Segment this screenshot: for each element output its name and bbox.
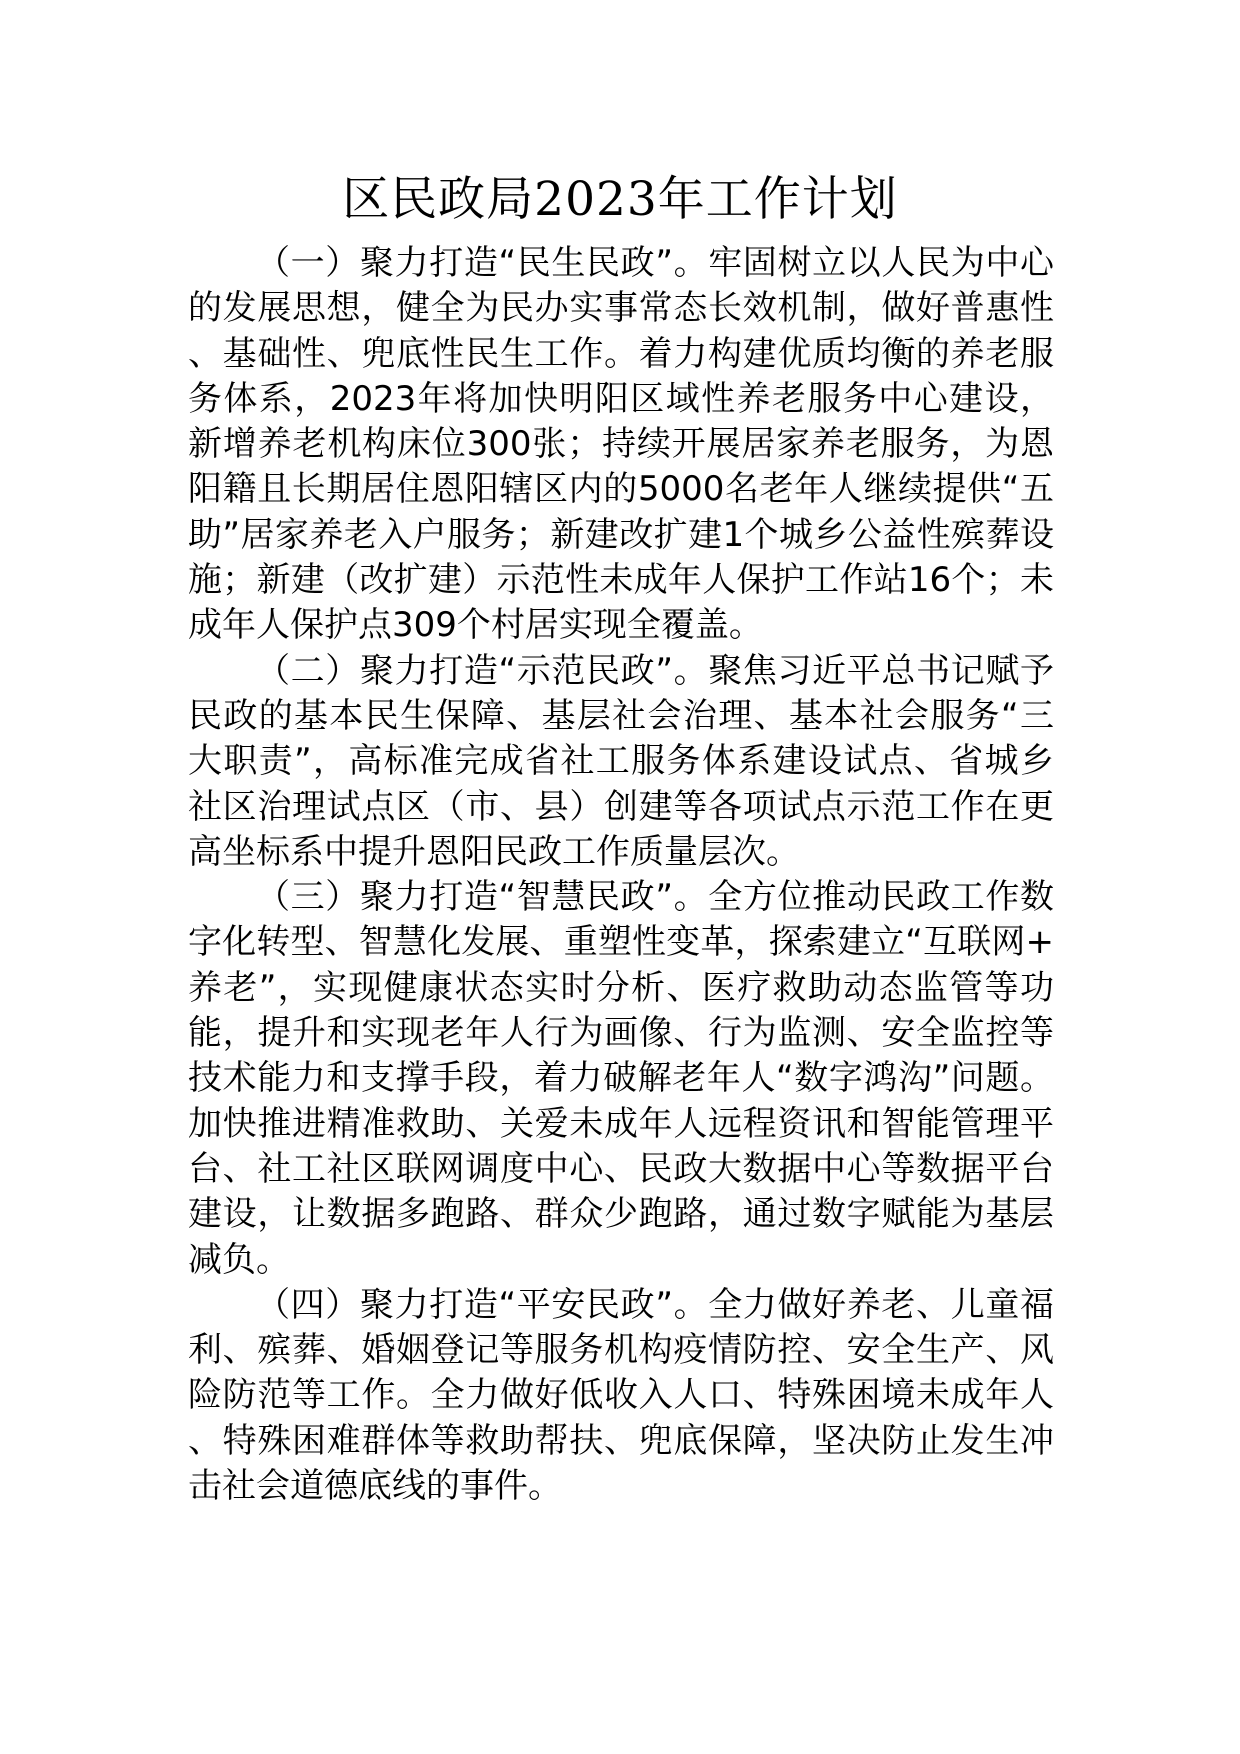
document-title: 区民政局2023年工作计划	[342, 172, 898, 227]
paragraph-pingan: （四）聚力打造“平安民政”。全力做好养老、儿童福利、殡葬、婚姻登记等服务机构疫情防控、安全生产、风险防范等工作。全力做好低收入人口、特殊困境未成年人、特殊困难群体等救助帮扶、兜底保障，坚决防止发生冲击社会道德底线的事件。	[188, 1284, 1054, 1507]
document-body	[188, 241, 1054, 1509]
paragraph-zhihui: （三）聚力打造“智慧民政”。全方位推动民政工作数字化转型、智慧化发展、重塑性变革，探索建立“互联网+养老”，实现健康状态实时分析、医疗救助动态监管等功能，提升和实现老年人行为画像、行为监测、安全监控等技术能力和支撑手段，着力破解老年人“数字鸿沟”问题。加快推进精准救助、关爱未成年人远程资讯和智能管理平台、社工社区联网调度中心、民政大数据中心等数据平台建设，让数据多跑路、群众少跑路，通过数字赋能为基层减负。	[188, 877, 1054, 1280]
paragraph-minsheng: （一）聚力打造“民生民政”。牢固树立以人民为中心的发展思想，健全为民办实事常态长效机制，做好普惠性、基础性、兜底性民生工作。着力构建优质均衡的养老服务体系，2023年将加快明阳区域性养老服务中心建设，新增养老机构床位300张；持续开展居家养老服务，为恩阳籍且长期居住恩阳辖区内的5000名老年人继续提供“五助”居家养老入户服务；新建改扩建1个城乡公益性殡葬设施；新建（改扩建）示范性未成年人保护工作站16个；未成年人保护点309个村居实现全覆盖。	[188, 243, 1054, 646]
paragraph-shifan: （二）聚力打造“示范民政”。聚焦习近平总书记赋予民政的基本民生保障、基层社会治理、基本社会服务“三大职责”，高标准完成省社工服务体系建设试点、省城乡社区治理试点区（市、县）创建等各项试点示范工作在更高坐标系中提升恩阳民政工作质量层次。	[188, 650, 1054, 872]
